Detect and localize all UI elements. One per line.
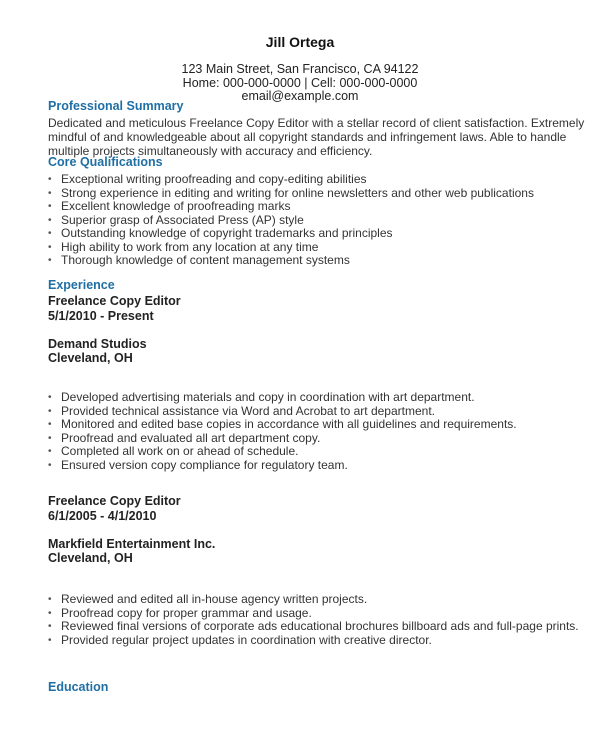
list-item: • Proofread copy for proper grammar and usage.	[48, 607, 593, 621]
list-item: • Developed advertising materials and copy in coordination with art department.	[48, 391, 593, 405]
phone-numbers: Home: 000-000-0000 | Cell: 000-000-0000	[182, 76, 418, 90]
company-location: Cleveland, OH	[48, 551, 133, 565]
list-item: • Ensured version copy compliance for regulatory team.	[48, 459, 593, 473]
list-item: • Reviewed final versions of corporate ads educational brochures billboard ads and full-page prints.	[48, 620, 593, 634]
job-duties-list	[48, 391, 593, 472]
email: email@example.com	[241, 89, 359, 103]
section-title-education: Education	[48, 680, 109, 694]
candidate-name: Jill Ortega	[265, 34, 335, 50]
job-title: Freelance Copy Editor	[48, 494, 181, 508]
address: 123 Main Street, San Francisco, CA 94122	[181, 62, 419, 76]
company-name: Demand Studios	[48, 337, 147, 351]
list-item: • Outstanding knowledge of copyright trademarks and principles	[48, 227, 593, 241]
company-location: Cleveland, OH	[48, 351, 133, 365]
list-item: • Proofread and evaluated all art department copy.	[48, 432, 593, 446]
section-title-experience: Experience	[48, 278, 115, 292]
list-item: • Strong experience in editing and writing for online newsletters and other web publications	[48, 187, 593, 201]
job-dates: 6/1/2005 - 4/1/2010	[48, 509, 157, 523]
section-title-qualifications: Core Qualifications	[48, 155, 163, 169]
job-duties-list	[48, 593, 593, 647]
job-dates: 5/1/2010 - Present	[48, 309, 154, 323]
list-item: • Monitored and edited base copies in accordance with all guidelines and requirements.	[48, 418, 593, 432]
list-item: • Completed all work on or ahead of schedule.	[48, 445, 593, 459]
list-item: • Superior grasp of Associated Press (AP) style	[48, 214, 593, 228]
list-item: • Excellent knowledge of proofreading marks	[48, 200, 593, 214]
section-title-summary: Professional Summary	[48, 99, 184, 113]
list-item: • Reviewed and edited all in-house agency written projects.	[48, 593, 593, 607]
list-item: • Exceptional writing proofreading and copy-editing abilities	[48, 173, 593, 187]
company-name: Markfield Entertainment Inc.	[48, 537, 216, 551]
list-item: • High ability to work from any location at any time	[48, 241, 593, 255]
list-item: • Provided regular project updates in coordination with creative director.	[48, 634, 593, 648]
list-item: • Provided technical assistance via Word and Acrobat to art department.	[48, 405, 593, 419]
summary-text: Dedicated and meticulous Freelance Copy Editor with a stellar record of client satisfaction. Extremely mindful of and knowledgeable about all copyright standards and infringement laws. Able to handle multiple projects simultaneously with accuracy and efficiency.	[48, 116, 585, 158]
job-title: Freelance Copy Editor	[48, 294, 181, 308]
list-item: • Thorough knowledge of content management systems	[48, 254, 593, 268]
qualifications-list	[48, 173, 593, 268]
